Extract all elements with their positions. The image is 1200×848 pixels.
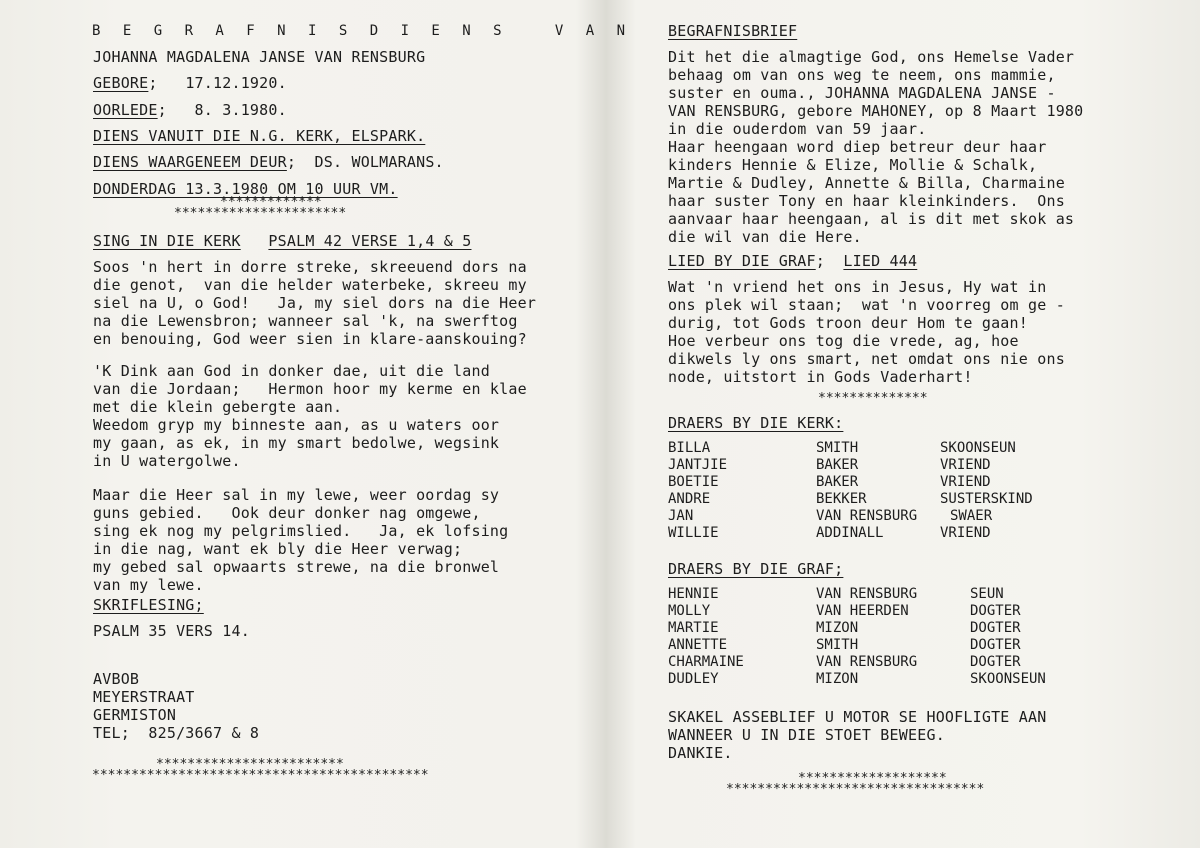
bearer-first-name: JAN: [668, 508, 694, 524]
verse-line: in die nag, want ek bly die Heer verwag;: [93, 540, 463, 558]
died-line: [93, 101, 287, 119]
stars-divider: *******************: [798, 771, 947, 786]
verse-line: my gebed sal opwaarts strewe, na die bronwel: [93, 558, 500, 576]
letter-line: aanvaar haar heengaan, al is dit met skok as: [668, 210, 1075, 228]
bearer-relation: SKOONSEUN: [970, 671, 1046, 687]
verse-line: Soos 'n hert in dorre streke, skreeuend dors na: [93, 258, 527, 276]
reading-label: SKRIFLESING;: [93, 596, 204, 614]
hymn-heading: [93, 232, 471, 250]
letter-heading: BEGRAFNISBRIEF: [668, 22, 798, 40]
bearer-relation: VRIEND: [940, 457, 991, 473]
bearer-surname: BAKER: [816, 474, 859, 490]
stars-divider: **************: [818, 391, 928, 406]
bearer-first-name: WILLIE: [668, 525, 719, 541]
bearer-first-name: MOLLY: [668, 603, 711, 619]
verse-line: Maar die Heer sal in my lewe, weer oordag sy: [93, 486, 500, 504]
bearer-first-name: DUDLEY: [668, 671, 719, 687]
bearer-relation: SEUN: [970, 586, 1004, 602]
bearer-relation: DOGTER: [970, 620, 1021, 636]
bearer-first-name: BOETIE: [668, 474, 719, 490]
bearer-relation: DOGTER: [970, 654, 1021, 670]
bearer-surname: ADDINALL: [816, 525, 884, 541]
song-line: node, uitstort in Gods Vaderhart!: [668, 368, 973, 386]
letter-line: Dit het die almagtige God, ons Hemelse Vader: [668, 48, 1075, 66]
deceased-name: JOHANNA MAGDALENA JANSE VAN RENSBURG: [93, 48, 426, 66]
grave-song-heading: LIED BY DIE GRAF; LIED 444: [668, 252, 918, 270]
verse-line: siel na U, o God! Ja, my siel dors na die Heer: [93, 294, 537, 312]
verse-line: guns gebied. Ook deur donker nag omgewe,: [93, 504, 481, 522]
bearer-surname: SMITH: [816, 637, 859, 653]
church-line: DIENS VANUIT DIE N.G. KERK, ELSPARK.: [93, 127, 426, 145]
letter-line: in die ouderdom van 59 jaar.: [668, 120, 927, 138]
verse-line: van my lewe.: [93, 576, 204, 594]
grave-song-label: LIED BY DIE GRAF: [668, 252, 816, 270]
born-line: [93, 74, 287, 92]
undertaker-line: MEYERSTRAAT: [93, 688, 195, 706]
officiant-label: DIENS WAARGENEEM DEUR: [93, 153, 287, 171]
stars-divider: *************: [220, 195, 322, 210]
song-line: Hoe verbeur ons tog die vrede, ag, hoe: [668, 332, 1019, 350]
letter-line: Haar heengaan word diep betreur deur haar: [668, 138, 1047, 156]
letter-line: haar suster Tony en haar kleinkinders. Ons: [668, 192, 1065, 210]
born-value: ; 17.12.1920.: [148, 74, 287, 92]
verse-line: en benouing, God weer sien in klare-aanskouing?: [93, 330, 527, 348]
stars-divider: *********************************: [726, 782, 985, 797]
bearer-first-name: JANTJIE: [668, 457, 728, 473]
undertaker-line: GERMISTON: [93, 706, 177, 724]
bearer-surname: SMITH: [816, 440, 859, 456]
bearer-first-name: MARTIE: [668, 620, 719, 636]
notice-line: WANNEER U IN DIE STOET BEWEEG.: [668, 726, 945, 744]
bearer-first-name: ANNETTE: [668, 637, 728, 653]
bearer-surname: VAN RENSBURG: [816, 508, 918, 524]
letter-line: die wil van die Here.: [668, 228, 862, 246]
hymn-label: SING IN DIE KERK: [93, 232, 241, 250]
bearer-surname: MIZON: [816, 671, 859, 687]
bearer-relation: DOGTER: [970, 603, 1021, 619]
letter-line: suster en ouma., JOHANNA MAGDALENA JANSE -: [668, 84, 1056, 102]
letter-line: Martie & Dudley, Annette & Billa, Charmaine: [668, 174, 1065, 192]
bearer-first-name: BILLA: [668, 440, 711, 456]
notice-line: DANKIE.: [668, 744, 733, 762]
died-label: OORLEDE: [93, 101, 158, 119]
died-value: ; 8. 3.1980.: [157, 101, 287, 119]
right-page: [602, 0, 1200, 848]
song-line: ons plek wil staan; wat 'n voorreg om ge -: [668, 296, 1065, 314]
verse-line: met die klein gebergte aan.: [93, 398, 343, 416]
letter-line: behaag om van ons weg te neem, ons mammie,: [668, 66, 1056, 84]
officiant-line: [93, 153, 444, 171]
verse-line: Weedom gryp my binneste aan, as u waters oor: [93, 416, 500, 434]
bearer-relation: VRIEND: [940, 525, 991, 541]
notice-line: SKAKEL ASSEBLIEF U MOTOR SE HOOFLIGTE AAN: [668, 708, 1047, 726]
bearer-relation: SWAER: [950, 508, 993, 524]
bearer-relation: VRIEND: [940, 474, 991, 490]
verse-line: my gaan, as ek, in my smart bedolwe, wegsink: [93, 434, 500, 452]
verse-line: die genot, van die helder waterbeke, skreeu my: [93, 276, 527, 294]
bearer-relation: SKOONSEUN: [940, 440, 1016, 456]
church-bearers-heading: DRAERS BY DIE KERK:: [668, 414, 844, 432]
bearer-surname: BAKER: [816, 457, 859, 473]
song-line: Wat 'n vriend het ons in Jesus, Hy wat in: [668, 278, 1047, 296]
undertaker-line: AVBOB: [93, 670, 140, 688]
song-line: durig, tot Gods troon deur Hom te gaan!: [668, 314, 1028, 332]
bearer-surname: VAN RENSBURG: [816, 586, 918, 602]
bearer-first-name: ANDRE: [668, 491, 711, 507]
stars-divider: **********************: [174, 206, 347, 221]
bearer-first-name: HENNIE: [668, 586, 719, 602]
bearer-surname: VAN HEERDEN: [816, 603, 909, 619]
bearer-first-name: CHARMAINE: [668, 654, 744, 670]
letter-line: kinders Hennie & Elize, Mollie & Schalk,: [668, 156, 1038, 174]
bearer-surname: BEKKER: [816, 491, 867, 507]
verse-line: van die Jordaan; Hermon hoor my kerme en klae: [93, 380, 527, 398]
bearer-relation: DOGTER: [970, 637, 1021, 653]
stars-divider: *******************************************: [92, 768, 429, 783]
verse-line: na die Lewensbron; wanneer sal 'k, na swerftog: [93, 312, 518, 330]
officiant-value: ; DS. WOLMARANS.: [286, 153, 444, 171]
grave-bearers-heading: DRAERS BY DIE GRAF;: [668, 560, 844, 578]
service-title: B E G R A F N I S D I E N S V A N: [92, 23, 633, 39]
verse-line: 'K Dink aan God in donker dae, uit die land: [93, 362, 490, 380]
stars-divider: ************************: [156, 757, 344, 772]
grave-song-number: LIED 444: [843, 252, 918, 270]
song-line: dikwels ly ons smart, net omdat ons nie ons: [668, 350, 1065, 368]
verse-line: sing ek nog my pelgrimslied. Ja, ek lofsing: [93, 522, 509, 540]
bearer-surname: VAN RENSBURG: [816, 654, 918, 670]
hymn-reference: PSALM 42 VERSE 1,4 & 5: [268, 232, 472, 250]
verse-line: in U watergolwe.: [93, 452, 241, 470]
letter-line: VAN RENSBURG, gebore MAHONEY, op 8 Maart 1980: [668, 102, 1084, 120]
reading-value: PSALM 35 VERS 14.: [93, 622, 250, 640]
born-label: GEBORE: [93, 74, 149, 92]
undertaker-phone: TEL; 825/3667 & 8: [93, 724, 260, 742]
service-date: DONDERDAG 13.3.1980 OM 10 UUR VM.: [93, 180, 398, 198]
bearer-relation: SUSTERSKIND: [940, 491, 1033, 507]
bearer-surname: MIZON: [816, 620, 859, 636]
